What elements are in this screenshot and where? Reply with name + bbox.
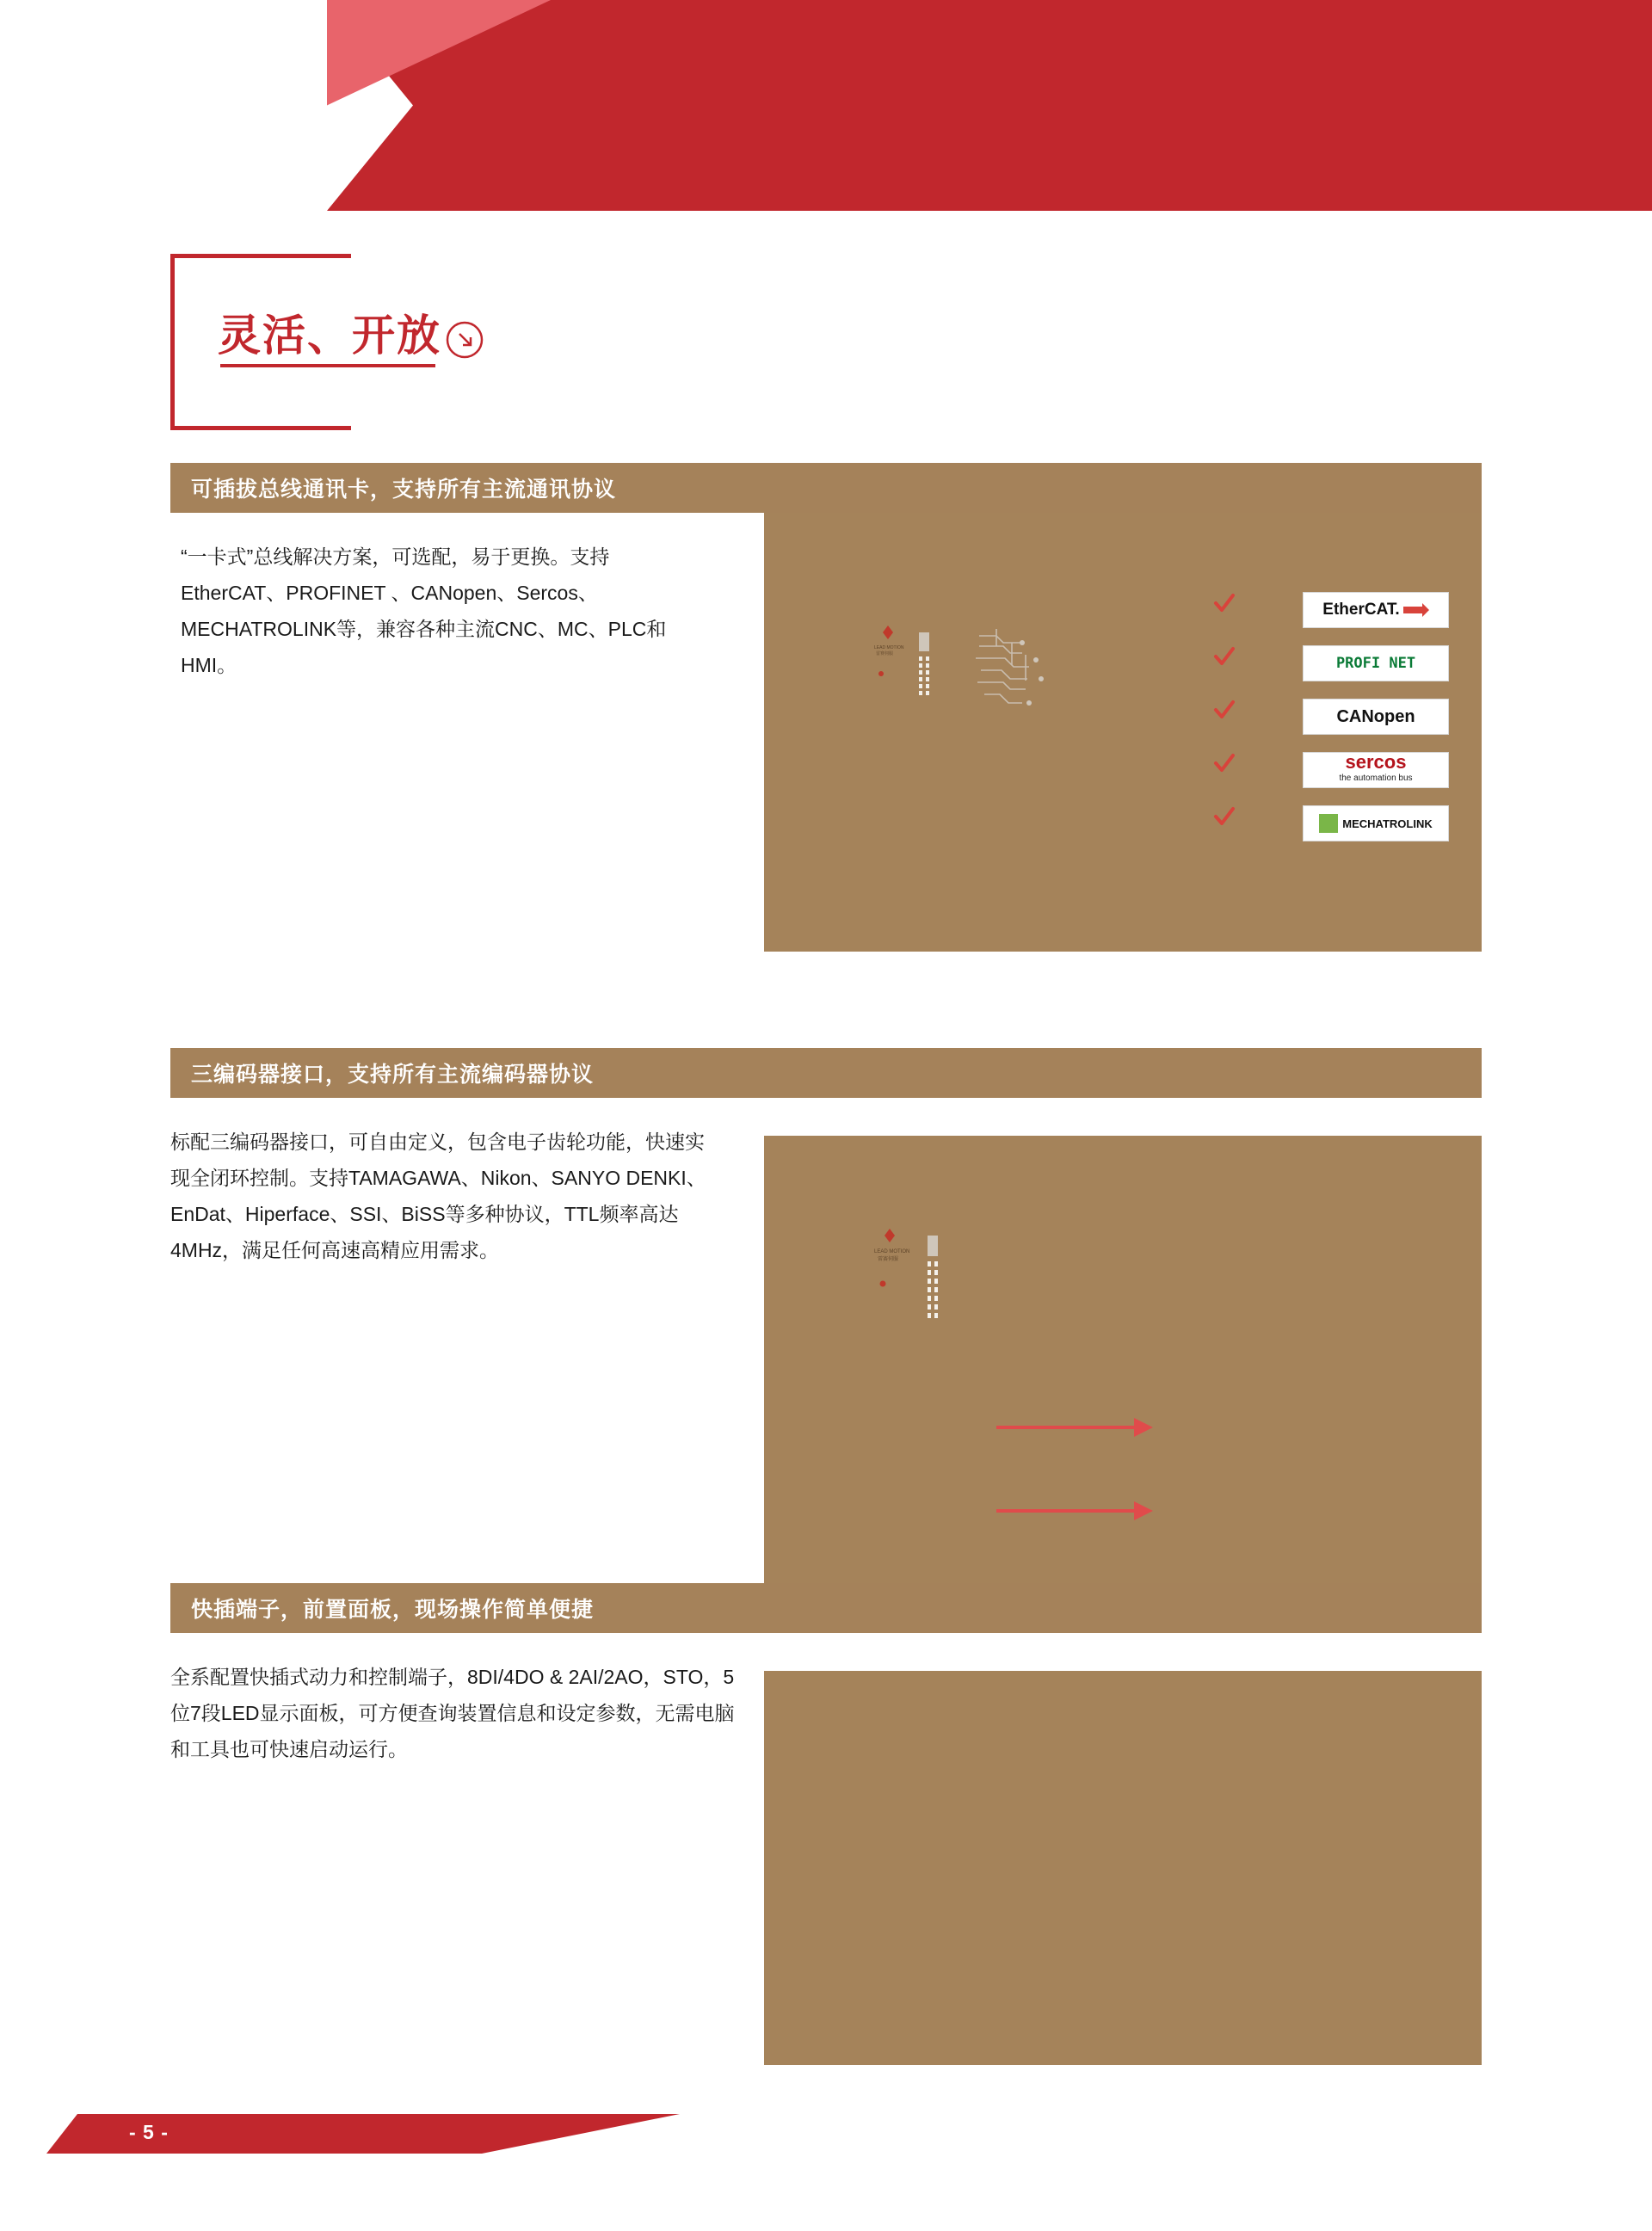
protocol-logo-mechatrolink (1242, 797, 1449, 850)
section-header-terminal (170, 1583, 1482, 1633)
section-body-encoder (170, 1098, 1482, 1588)
drive-illustration-icon (867, 620, 1091, 732)
logo-main-text: MECHATROLINK (1342, 817, 1433, 830)
section-header-encoder (170, 1048, 1482, 1098)
logo-label: CANopen (1336, 706, 1415, 726)
callout-arrow-2 (996, 1509, 1134, 1513)
check-icon (1213, 805, 1236, 828)
protocol-logo-list (1242, 583, 1449, 850)
ethercat-arrow-icon (1403, 603, 1429, 617)
protocol-logo-sercos (1242, 743, 1449, 797)
callout-arrow-1-head (1134, 1418, 1153, 1437)
section-heading-text: 三编码器接口，支持所有主流编码器协议 (191, 1063, 595, 1087)
title-underline (220, 364, 435, 367)
banner-dark-shape (327, 0, 1652, 211)
check-icon (1213, 592, 1236, 614)
svg-text:雷赛伺服: 雷赛伺服 (878, 1257, 899, 1262)
section-bus-card (170, 463, 1482, 952)
logo-box (1303, 752, 1449, 788)
callout-arrow-2-head (1134, 1501, 1153, 1520)
check-icon (1213, 645, 1236, 668)
circle-arrow-down-icon (446, 321, 484, 359)
protocol-logo-canopen (1242, 690, 1449, 743)
logo-sub-text: the automation bus (1339, 773, 1413, 783)
section-quick-terminal (170, 1583, 1482, 2068)
section-encoder-interface (170, 1048, 1482, 1588)
page-title-block (170, 254, 532, 430)
protocol-logo-ethercat (1242, 583, 1449, 637)
product-photo-bus-card (764, 513, 1482, 952)
section-paragraph: 标配三编码器接口，可自由定义，包含电子齿轮功能，快速实现全闭环控制。支持TAMAGAWA、Nikon、SANYO DENKI、EnDat、Hiperface、SSI、BiSS等多种协议，TTL频率高达4MHz，满足任何高速高精应用需求。 (170, 1131, 706, 1261)
check-icon (1213, 699, 1236, 721)
section-paragraph: “一卡式”总线解决方案，可选配，易于更换。支持EtherCAT、PROFINET 、CANopen、Sercos、MECHATROLINK等，兼容各种主流CNC、MC、PLC和HMI。 (181, 545, 667, 676)
footer-bar (0, 2114, 680, 2154)
drive-illustration-icon (867, 1222, 1039, 1359)
page-number: - 5 - (129, 2121, 169, 2143)
svg-text:LEAD MOTION: LEAD MOTION (874, 1249, 910, 1254)
section-header-bus-card (170, 463, 1482, 513)
svg-text:LEAD MOTION: LEAD MOTION (874, 645, 904, 650)
logo-main-text: sercos (1345, 752, 1407, 773)
logo-label: PROFI NET (1335, 654, 1416, 672)
mechatrolink-mark-icon (1319, 814, 1338, 833)
top-banner (0, 0, 1652, 211)
logo-label: EtherCAT. (1322, 601, 1400, 619)
page-title: 灵活、开放 (218, 311, 441, 360)
protocol-logo-profinet (1242, 637, 1449, 690)
svg-text:雷赛伺服: 雷赛伺服 (876, 651, 894, 656)
page-footer (0, 2114, 1652, 2167)
section-body-terminal (170, 1633, 1482, 2068)
logo-box (1303, 592, 1449, 628)
section-body-bus-card (170, 513, 1482, 952)
logo-box (1303, 645, 1449, 681)
check-icon (1213, 752, 1236, 774)
logo-label (1319, 814, 1432, 833)
product-photo-encoder (764, 1136, 1482, 1587)
section-heading-text: 可插拔总线通讯卡，支持所有主流通讯协议 (191, 478, 617, 502)
logo-box (1303, 699, 1449, 735)
product-photo-terminal (764, 1671, 1482, 2065)
logo-box (1303, 805, 1449, 841)
logo-label (1339, 754, 1412, 786)
callout-arrow-1 (996, 1426, 1134, 1429)
section-heading-text: 快插端子，前置面板，现场操作简单便捷 (191, 1598, 595, 1622)
section-paragraph: 全系配置快插式动力和控制端子，8DI/4DO & 2AI/2AO，STO，5位7段LED显示面板，可方便查询装置信息和设定参数，无需电脑和工具也可快速启动运行。 (170, 1666, 735, 1760)
